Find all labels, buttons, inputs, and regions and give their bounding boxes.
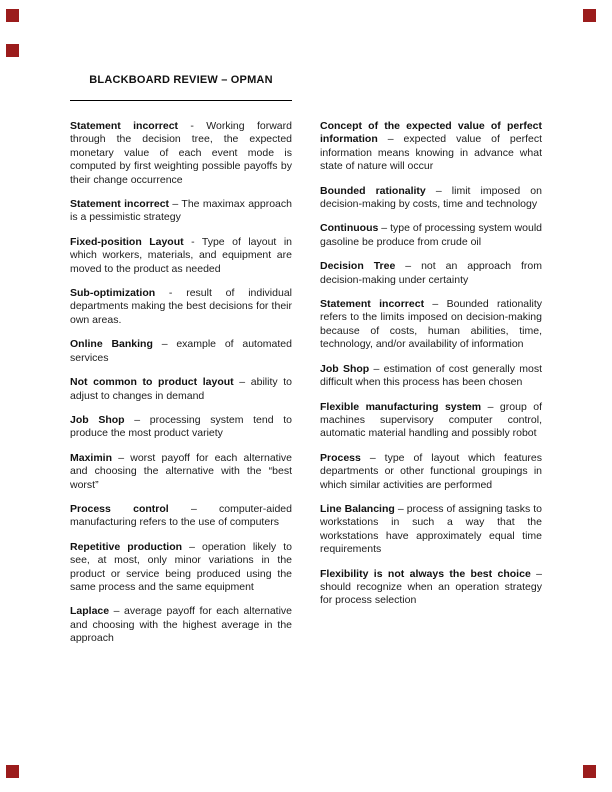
entry-term: Flexible manufacturing system <box>320 400 482 413</box>
entry-term: Concept of the expected value of perfect information <box>320 120 542 146</box>
corner-marker-bottom-right <box>583 765 596 778</box>
entry-term: Line Balancing <box>320 502 395 515</box>
left-column <box>70 120 292 657</box>
definition-entry <box>70 120 292 187</box>
page-title: BLACKBOARD REVIEW – OPMAN <box>89 74 273 86</box>
entry-text: - Type of layout in which workers, materials, and equipment are moved to the product as needed <box>70 235 292 275</box>
definition-entry <box>320 298 542 352</box>
right-column <box>320 120 542 657</box>
definition-entry <box>320 503 542 557</box>
definition-entry <box>320 401 542 441</box>
entry-term: Repetitive production <box>70 540 183 553</box>
entry-term: Not common to product layout <box>70 376 234 389</box>
content-columns <box>70 120 542 657</box>
definition-entry <box>70 338 292 365</box>
definition-entry <box>70 414 292 441</box>
entry-text: – limit imposed on decision-making by costs, time and technology <box>320 184 542 211</box>
corner-marker-bottom-left <box>6 765 19 778</box>
definition-entry <box>70 376 292 403</box>
entry-term: Sub-optimization <box>70 287 156 300</box>
entry-text: – group of machines supervisory computer control, automatic material handling and possibly robot <box>320 400 543 440</box>
definition-entry <box>70 541 292 595</box>
entry-term: Job Shop <box>320 362 370 375</box>
title-block <box>70 70 292 101</box>
entry-term: Maximin <box>70 451 113 464</box>
definition-entry <box>320 568 542 608</box>
entry-text: - Working forward through the decision tree, the expected monetary value of each event mode is computed by first weighting possible payoffs by their change occurrence <box>70 120 292 186</box>
entry-term: Bounded rationality <box>320 184 426 197</box>
entry-term: Statement incorrect <box>320 298 425 311</box>
definition-entry <box>70 605 292 645</box>
entry-term: Statement incorrect <box>70 120 179 132</box>
entry-text: - result of individual departments making the best decisions for their own areas. <box>70 287 292 326</box>
entry-term: Online Banking <box>70 338 153 351</box>
definition-entry <box>70 452 292 492</box>
definition-entry <box>70 287 292 327</box>
corner-marker-top-left <box>6 9 19 22</box>
entry-text: – ability to adjust to changes in demand <box>70 376 292 402</box>
entry-text: – expected value of perfect information means knowing in advance what state of nature will occur <box>320 133 542 173</box>
definition-entry <box>320 222 542 249</box>
entry-term: Statement incorrect <box>70 198 170 211</box>
definition-entry <box>320 452 542 492</box>
definition-entry <box>70 503 292 530</box>
entry-text: – average payoff for each alternative and choosing with the highest average in the approach <box>70 605 292 645</box>
entry-text: – should recognize when an operation strategy for process selection <box>320 567 542 607</box>
entry-text: – Bounded rationality refers to the limits imposed on decision-making because of costs, human abilities, time, technology, and/or availability of information <box>320 298 542 351</box>
entry-term: Fixed-position Layout <box>70 235 184 248</box>
entry-text: – computer-aided manufacturing refers to the use of computers <box>70 502 292 529</box>
entry-term: Decision Tree <box>320 260 396 273</box>
entry-term: Continuous <box>320 222 379 235</box>
entry-text: – process of assigning tasks to workstations in such a way that the workstations have approximately equal time requirements <box>320 502 542 556</box>
entry-term: Process control <box>70 502 169 515</box>
definition-entry <box>320 120 542 174</box>
entry-text: – example of automated services <box>70 338 292 364</box>
corner-marker-top-right <box>583 9 596 22</box>
entry-term: Job Shop <box>70 413 125 426</box>
definition-entry <box>320 363 542 390</box>
entry-text: – type of processing system would gasoline be produce from crude oil <box>320 222 542 248</box>
entry-term: Laplace <box>70 605 110 618</box>
entry-text: – The maximax approach is a pessimistic strategy <box>70 198 292 224</box>
entry-term: Process <box>320 451 361 464</box>
entry-text: – estimation of cost generally most difficult when this process has been chosen <box>320 362 542 389</box>
definition-entry <box>320 260 542 287</box>
entry-text: – type of layout which features departments or other functional groupings in which similar activities are performed <box>320 451 542 491</box>
entry-text: – operation likely to see, at most, only minor variations in the product or service being produced using the same process and the same equipment <box>70 540 292 593</box>
definition-entry <box>70 198 292 225</box>
entry-text: – processing system tend to produce the most product variety <box>70 413 292 440</box>
definition-entry <box>70 236 292 276</box>
entry-term: Flexibility is not always the best choice <box>320 567 531 580</box>
entry-text: – worst payoff for each alternative and choosing the alternative with the “best worst” <box>70 451 292 491</box>
definition-entry <box>320 185 542 212</box>
entry-text: – not an approach from decision-making under certainty <box>320 260 542 286</box>
corner-marker-left-upper <box>6 44 19 57</box>
